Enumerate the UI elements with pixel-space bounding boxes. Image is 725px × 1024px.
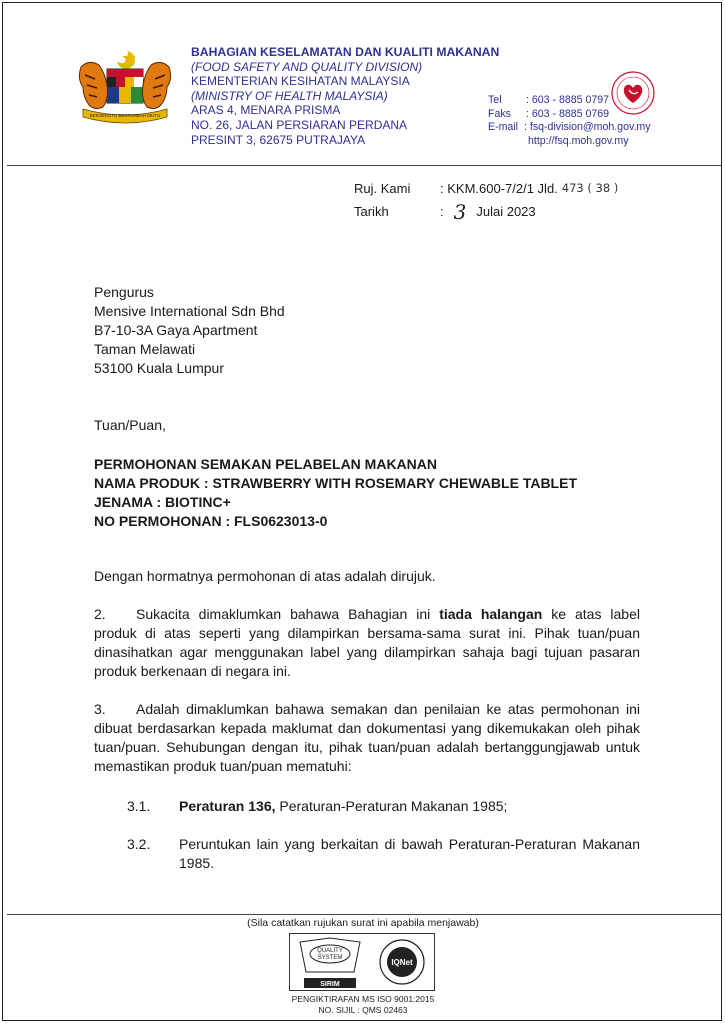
sirim-iqnet-logos-icon (290, 934, 436, 992)
ruj-value: : KKM.600-7/2/1 Jld. (440, 181, 558, 196)
subject-line: NO PERMOHONAN : FLS0623013-0 (94, 513, 328, 529)
contact-block (488, 94, 651, 148)
tarikh-label: Tarikh (354, 204, 389, 219)
sirim-label: SIRIM (320, 981, 340, 988)
certification-box (289, 933, 435, 991)
reference-row (354, 181, 618, 196)
footer-divider (7, 914, 722, 915)
list-item-number: 3.1. (127, 798, 151, 814)
recipient-address (94, 283, 285, 378)
recipient-line: 53100 Kuala Lumpur (94, 360, 224, 376)
address-line: NO. 26, JALAN PERSIARAN PERDANA (191, 117, 408, 132)
tarikh-month-year: Julai 2023 (476, 204, 536, 219)
recipient-line: Taman Melawati (94, 341, 196, 357)
system-label: SYSTEM (317, 955, 343, 961)
header-divider (7, 165, 722, 166)
tarikh-colon: : (440, 204, 444, 219)
paragraph-number: 3. (94, 701, 106, 717)
certification-line: PENGIKTIRAFAN MS ISO 9001:2015 (291, 994, 435, 1004)
crest-motto: BERSEKUTU BERTAMBAH MUTU (89, 113, 161, 118)
paragraph-3 (94, 700, 640, 776)
email-label: E-mail (488, 121, 519, 134)
list-item-text: Peruntukan lain yang berkaitan di bawah Peraturan-Peraturan Makanan 1985. (179, 836, 640, 871)
ruj-handwritten: 473 ( 38 ) (561, 181, 619, 195)
fax-label: Faks (488, 107, 511, 120)
paragraph-text: Sukacita dimaklumkan bahawa Bahagian ini (136, 606, 440, 622)
date-row (354, 200, 536, 224)
address-line: ARAS 4, MENARA PRISMA (191, 103, 341, 118)
paragraph-emphasis: tiada halangan (439, 606, 543, 622)
agency-name: BAHAGIAN KESELAMATAN DAN KUALITI MAKANAN (191, 45, 500, 59)
ministry-name-en: (MINISTRY OF HEALTH MALAYSIA) (191, 88, 388, 103)
paragraph-text: Adalah dimaklumkan bahawa semakan dan penilaian ke atas permohonan ini dibuat berdasarkan kepada maklumat dan dokumentasi yang dikemukakan oleh pihak tuan/puan. Sehubungan dengan itu, pihak tuan/puan adalah bertanggungjawab untuk memastikan produk tuan/puan mematuhi: (94, 701, 640, 774)
list-item (127, 797, 640, 816)
tarikh-day-handwritten: 3 (453, 200, 467, 224)
agency-name-en: (FOOD SAFETY AND QUALITY DIVISION) (191, 59, 423, 74)
ministry-name: KEMENTERIAN KESIHATAN MALAYSIA (191, 74, 410, 89)
website-link[interactable]: http://fsq.moh.gov.my (528, 134, 629, 147)
list-item-text: Peraturan-Peraturan Makanan 1985; (275, 798, 508, 814)
subject-line: JENAMA : BIOTINC+ (94, 494, 231, 510)
email-link[interactable]: : fsq-division@moh.gov.my (524, 121, 651, 134)
ruj-label: Ruj. Kami (354, 181, 411, 196)
paragraph-text: ke atas label produk di atas seperti yang dilampirkan bersama-sama surat ini. Pihak tuan/puan dinasihatkan agar menggunakan label yang dilampirkan sahaja bagi tujuan pasaran produk berkenaan di negara ini. (94, 606, 640, 679)
list-item-number: 3.2. (127, 836, 151, 852)
intro-paragraph: Dengan hormatnya permohonan di atas adalah dirujuk. (94, 568, 436, 584)
subject-block (94, 455, 577, 531)
tel-label: Tel (488, 94, 502, 106)
salutation: Tuan/Puan, (94, 417, 166, 433)
coat-of-arms-icon (71, 47, 179, 125)
footer-note: (Sila catatkan rujukan surat ini apabila menjawab) (247, 917, 479, 929)
iqnet-label: IQNet (391, 958, 413, 967)
subject-line: NAMA PRODUK : STRAWBERRY WITH ROSEMARY CHEWABLE TABLET (94, 475, 577, 491)
tel-value: : 603 - 8885 0797 (526, 94, 610, 106)
recipient-line: Pengurus (94, 284, 154, 300)
agency-address-block (191, 45, 499, 147)
recipient-line: Mensive International Sdn Bhd (94, 303, 285, 319)
list-item (127, 835, 640, 873)
certificate-number: NO. SIJIL : QMS 02463 (318, 1005, 408, 1015)
letter-page (2, 2, 722, 1021)
subject-line: PERMOHONAN SEMAKAN PELABELAN MAKANAN (94, 456, 437, 472)
paragraph-number: 2. (94, 606, 106, 622)
list-item-emphasis: Peraturan 136, (179, 798, 276, 814)
paragraph-2 (94, 605, 640, 681)
quality-label: QUALITY (317, 948, 343, 954)
recipient-line: B7-10-3A Gaya Apartment (94, 322, 258, 338)
fax-value: : 603 - 8885 0769 (526, 107, 610, 120)
address-line: PRESINT 3, 62675 PUTRAJAYA (191, 132, 366, 147)
